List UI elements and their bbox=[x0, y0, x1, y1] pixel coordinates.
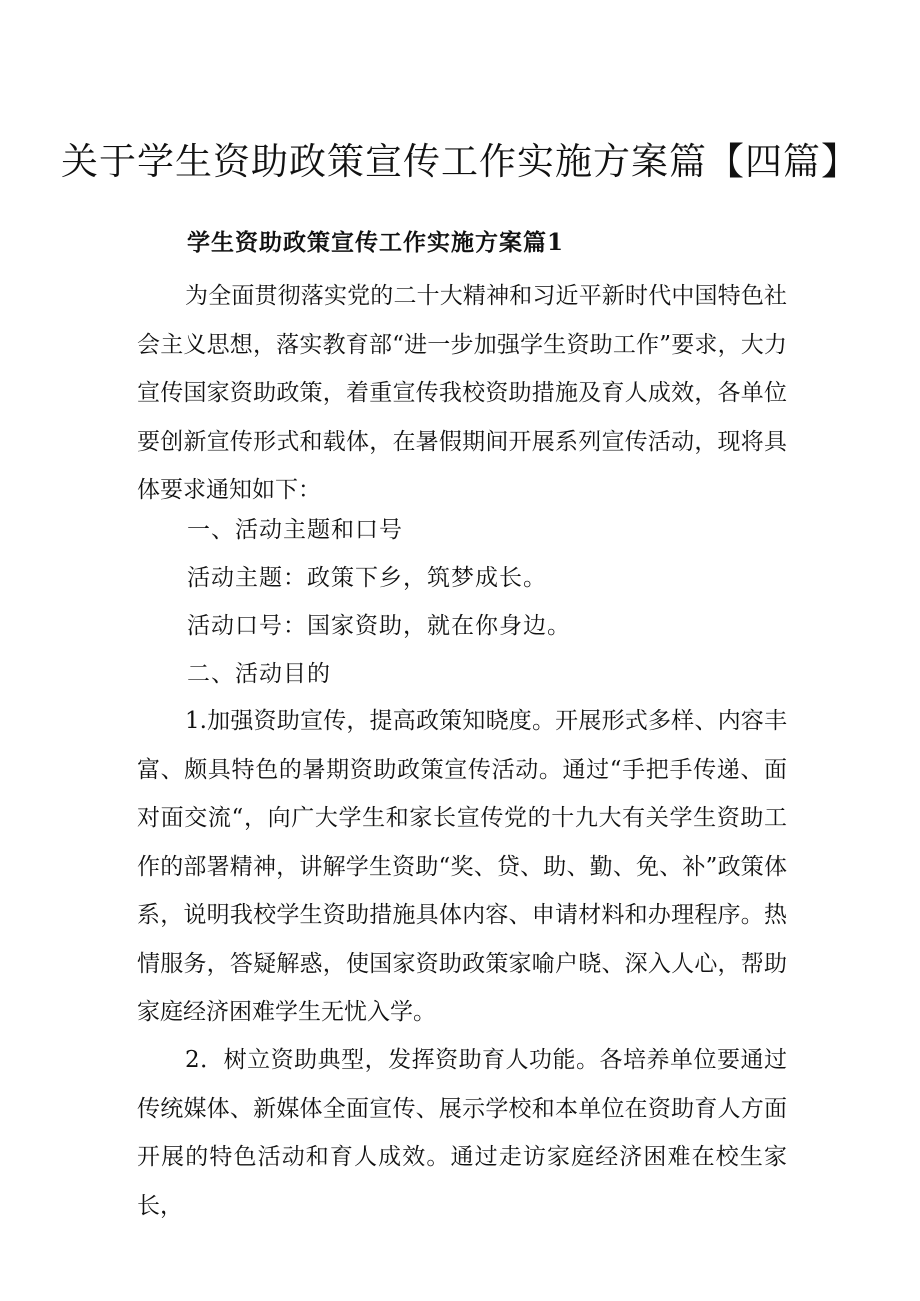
theme-line: 活动主题：政策下乡，筑梦成长。 bbox=[187, 565, 547, 591]
intro-paragraph: 为全面贯彻落实党的二十大精神和习近平新时代中国特色社会主义思想，落实教育部“进一步加强学生资助工作”要求，大力宣传国家资助政策，着重宣传我校资助措施及育人成效，各单位要创新宣传形式和载体，在暑假期间开展系列宣传活动，现将具体要求通知如下： bbox=[137, 283, 787, 503]
purpose-item-2: 2．树立资助典型，发挥资助育人功能。各培养单位要通过传统媒体、新媒体全面宣传、展示学校和本单位在资助育人方面开展的特色活动和育人成效。通过走访家庭经济困难在校生家长， bbox=[137, 1047, 787, 1219]
slogan-line: 活动口号：国家资助，就在你身边。 bbox=[187, 613, 571, 639]
purpose-item-1: 1.加强资助宣传，提高政策知晓度。开展形式多样、内容丰富、颇具特色的暑期资助政策宣传活动。通过“手把手传递、面对面交流“，向广大学生和家长宣传党的十九大有关学生资助工作的部署精神，讲解学生资助“奖、贷、助、勤、免、补”政策体系，说明我校学生资助措施具体内容、申请材料和办理程序。热情服务，答疑解惑，使国家资助政策家喻户晓、深入人心，帮助家庭经济困难学生无忧入学。 bbox=[137, 708, 787, 1025]
section-title: 学生资助政策宣传工作实施方案篇1 bbox=[187, 229, 565, 256]
document-title: 关于学生资助政策宣传工作实施方案篇【四篇】 bbox=[61, 140, 859, 183]
heading-activity-theme: 一、活动主题和口号 bbox=[187, 517, 403, 543]
heading-activity-purpose: 二、活动目的 bbox=[187, 661, 331, 687]
